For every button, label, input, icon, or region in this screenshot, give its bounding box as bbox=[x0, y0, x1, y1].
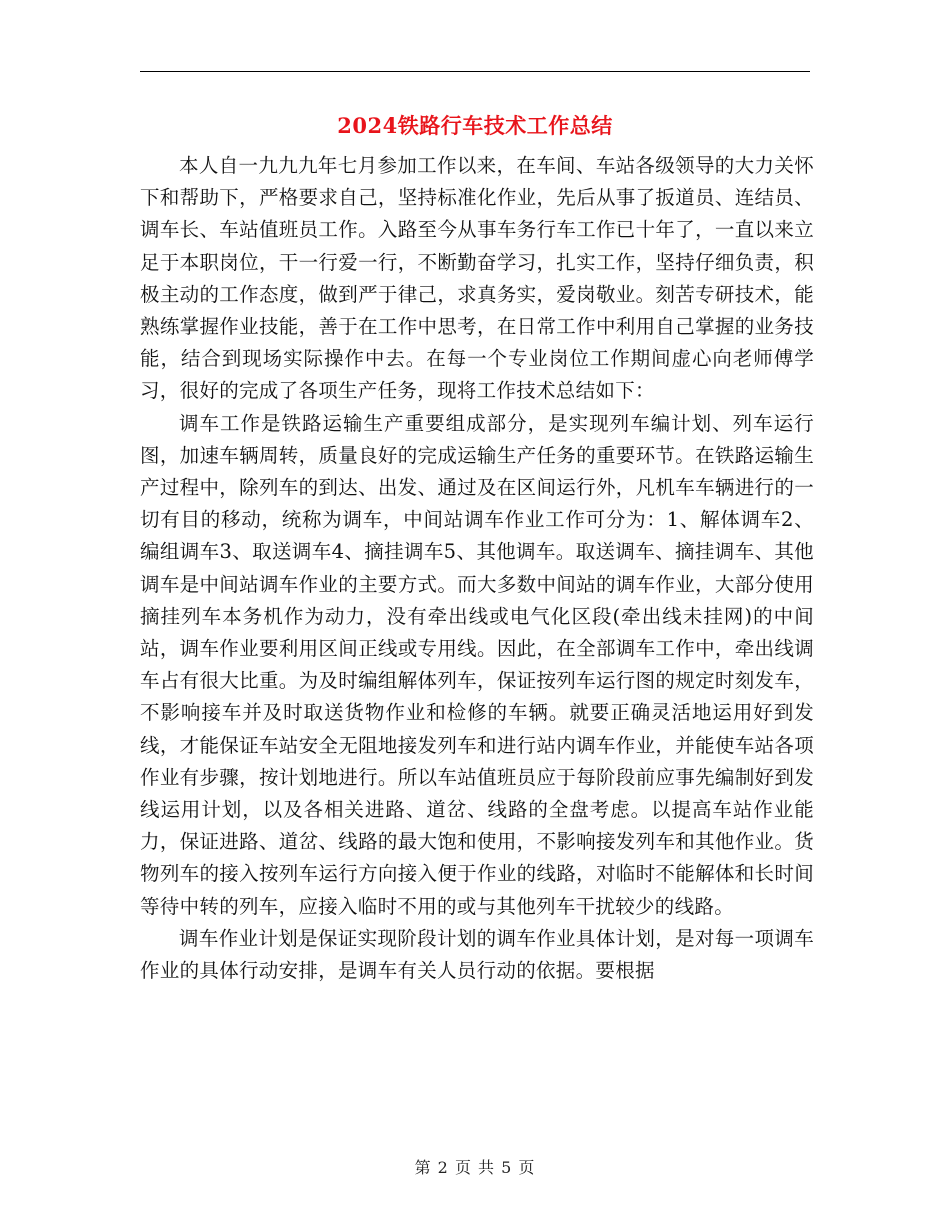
header-rule bbox=[140, 71, 810, 72]
document-body bbox=[140, 150, 814, 987]
paragraph-plan: 调车作业计划是保证实现阶段计划的调车作业具体计划，是对每一项调车作业的具体行动安排，是调车有关人员行动的依据。要根据 bbox=[140, 926, 814, 983]
document-title: 2024铁路行车技术工作总结 bbox=[337, 113, 613, 138]
paragraph-shunting: 调车工作是铁路运输生产重要组成部分，是实现列车编计划、列车运行图，加速车辆周转，质量良好的完成运输生产任务的重要环节。在铁路运输生产过程中，除列车的到达、出发、通过及在区间运行外，凡机车车辆进行的一切有目的移动，统称为调车，中间站调车作业工作可分为：1、解体调车2、编组调车3、取送调车4、摘挂调车5、其他调车。取送调车、摘挂调车、其他调车是中间站调车作业的主要方式。而大多数中间站的调车作业，大部分使用摘挂列车本务机作为动力，没有牵出线或电气化区段(牵出线未挂网)的中间站，调车作业要利用区间正线或专用线。因此，在全部调车工作中，牵出线调车占有很大比重。为及时编组解体列车，保证按列车运行图的规定时刻发车，不影响接车并及时取送货物作业和检修的车辆。就要正确灵活地运用好到发线，才能保证车站安全无阻地接发列车和进行站内调车作业，并能使车站各项作业有步骤，按计划地进行。所以车站值班员应于每阶段前应事先编制好到发线运用计划，以及各相关进路、道岔、线路的全盘考虑。以提高车站作业能力，保证进路、道岔、线路的最大饱和使用，不影响接发列车和其他作业。货物列车的接入按列车运行方向接入便于作业的线路，对临时不能解体和长时间等待中转的列车，应接入临时不用的或与其他列车干扰较少的线路。 bbox=[140, 411, 814, 918]
page-footer: 第 2 页 共 5 页 bbox=[414, 1158, 536, 1177]
paragraph-intro: 本人自一九九九年七月参加工作以来，在车间、车站各级领导的大力关怀下和帮助下，严格要求自己，坚持标准化作业，先后从事了扳道员、连结员、调车长、车站值班员工作。入路至今从事车务行车工作已十年了，一直以来立足于本职岗位，干一行爱一行，不断勤奋学习，扎实工作，坚持仔细负责，积极主动的工作态度，做到严于律己，求真务实，爱岗敬业。刻苦专研技术，能熟练掌握作业技能，善于在工作中思考，在日常工作中利用自己掌握的业务技能，结合到现场实际操作中去。在每一个专业岗位工作期间虚心向老师傅学习，很好的完成了各项生产任务，现将工作技术总结如下： bbox=[140, 154, 814, 403]
